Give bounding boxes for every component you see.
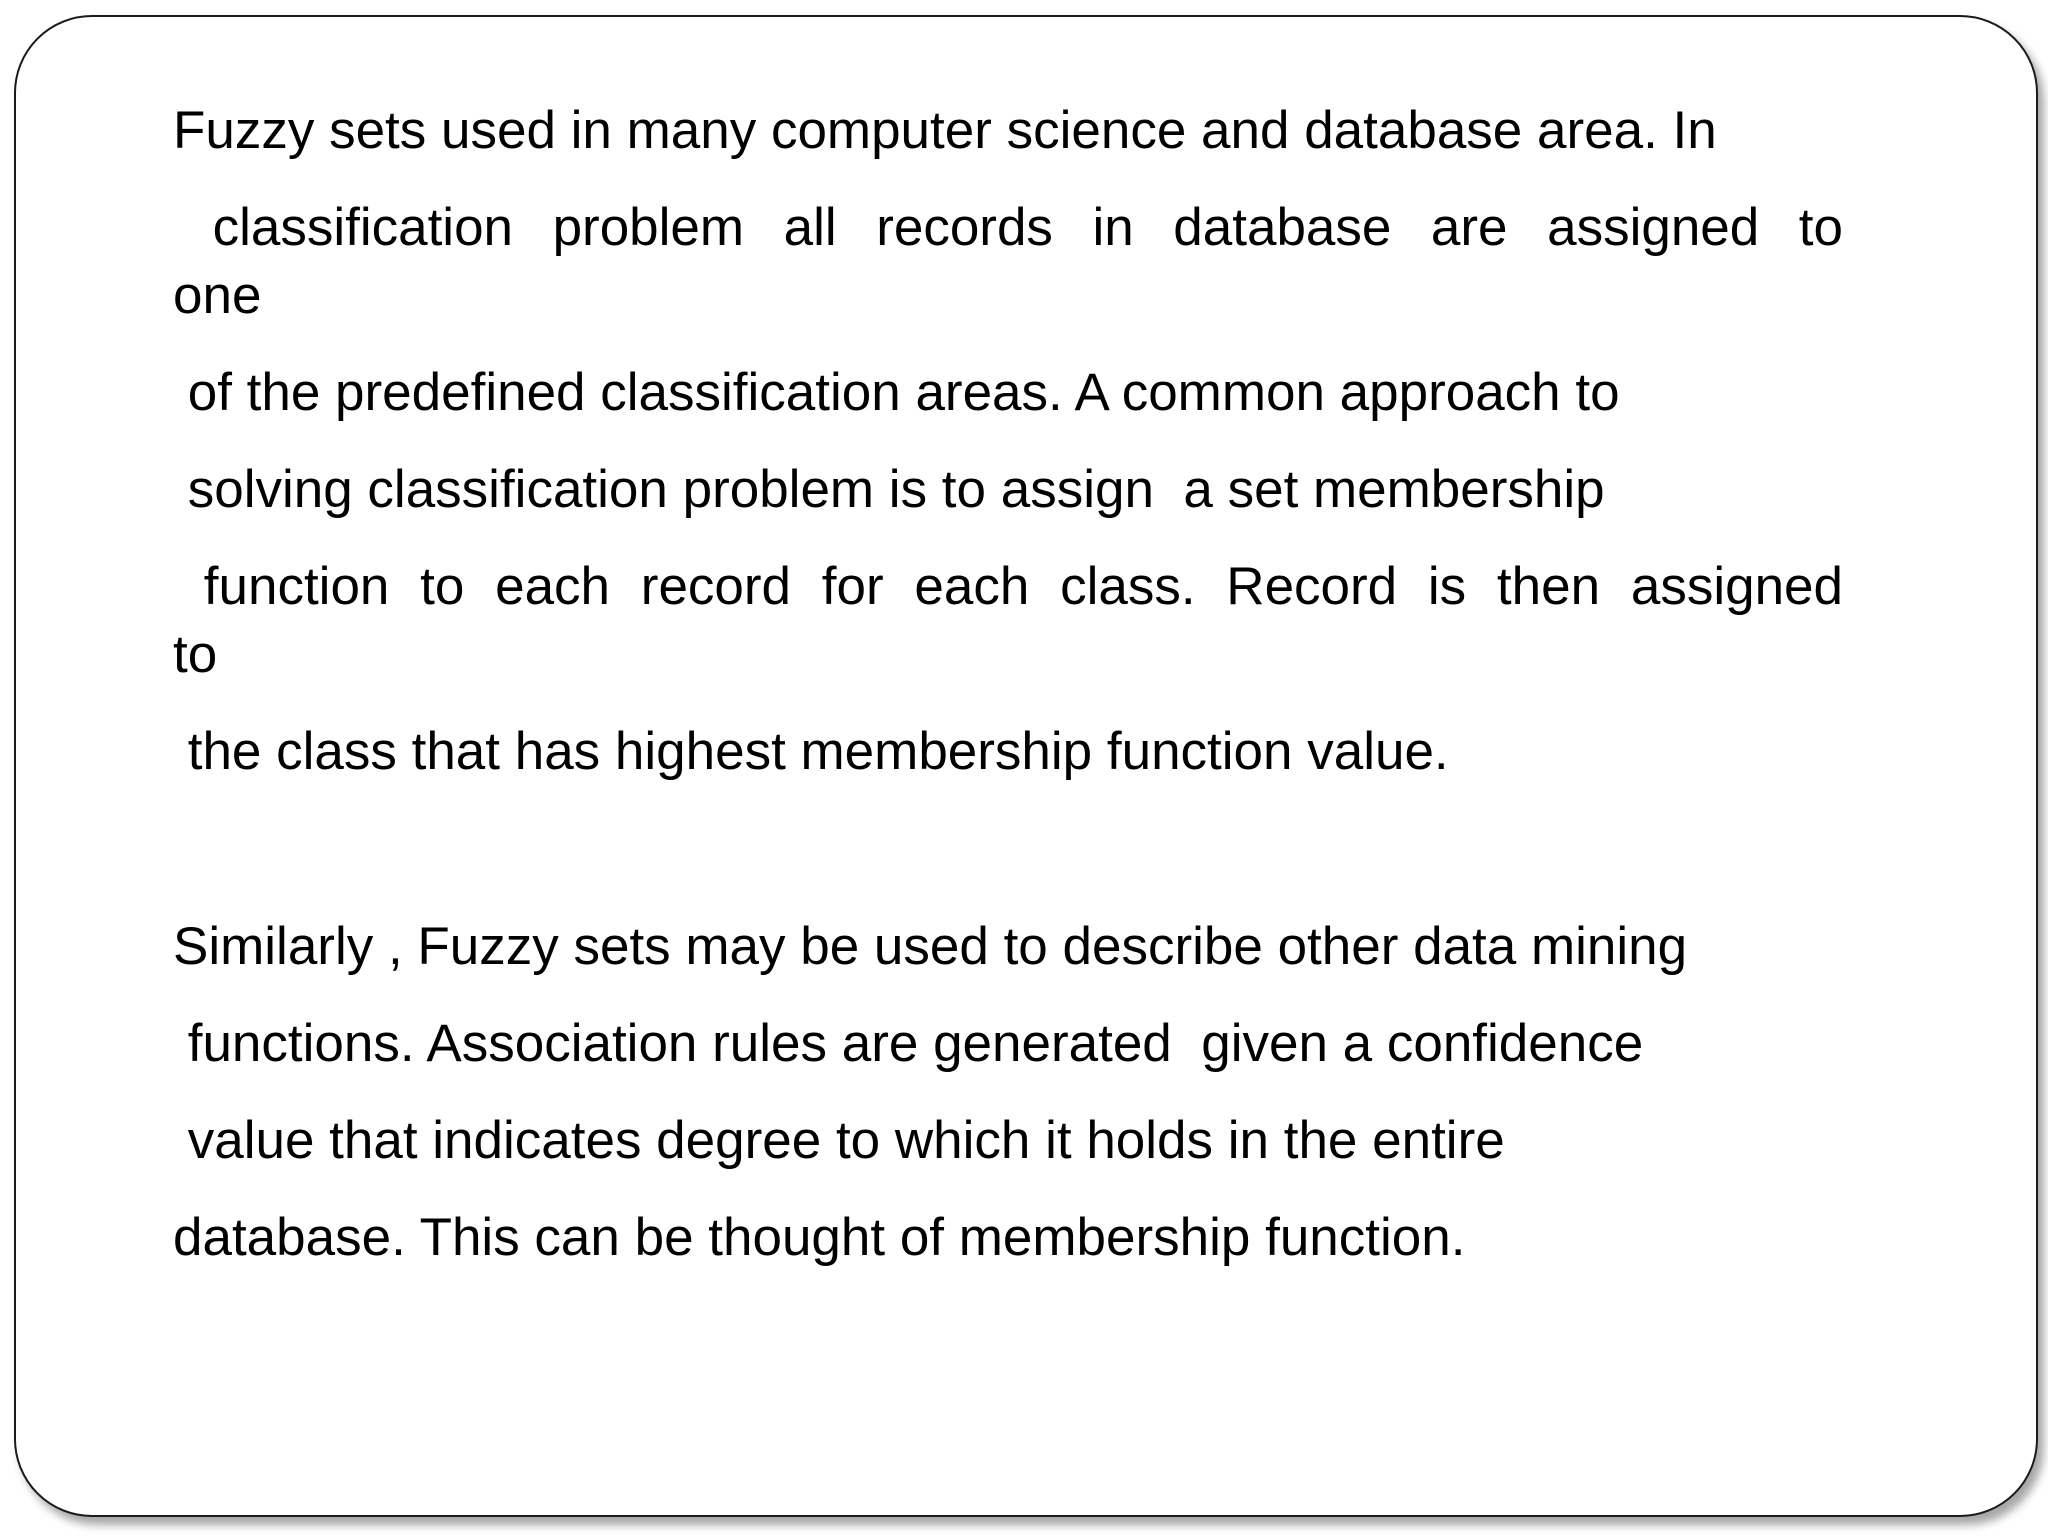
slide-frame [14,15,2038,1517]
paragraph-spacer [173,815,1843,913]
text-line: Fuzzy sets used in many computer science and database area. In [173,101,1717,160]
text-line: of the predefined classification areas. A common approach to [173,363,1620,422]
text-line: Similarly , Fuzzy sets may be used to describe other data mining [173,917,1688,976]
text-line: the class that has highest membership function value. [173,722,1449,781]
text-line: solving classification problem is to assign a set membership [173,460,1605,519]
text-line: value that indicates degree to which it holds in the entire [173,1111,1505,1170]
slide-body-text [173,97,1873,1301]
text-line: functions. Association rules are generated given a confidence [173,1014,1644,1073]
text-line: classification problem all records in database are assigned to one [173,198,1858,325]
text-line: database. This can be thought of membership function. [173,1208,1466,1267]
text-line: function to each record for each class. Record is then assigned to [173,557,1873,684]
